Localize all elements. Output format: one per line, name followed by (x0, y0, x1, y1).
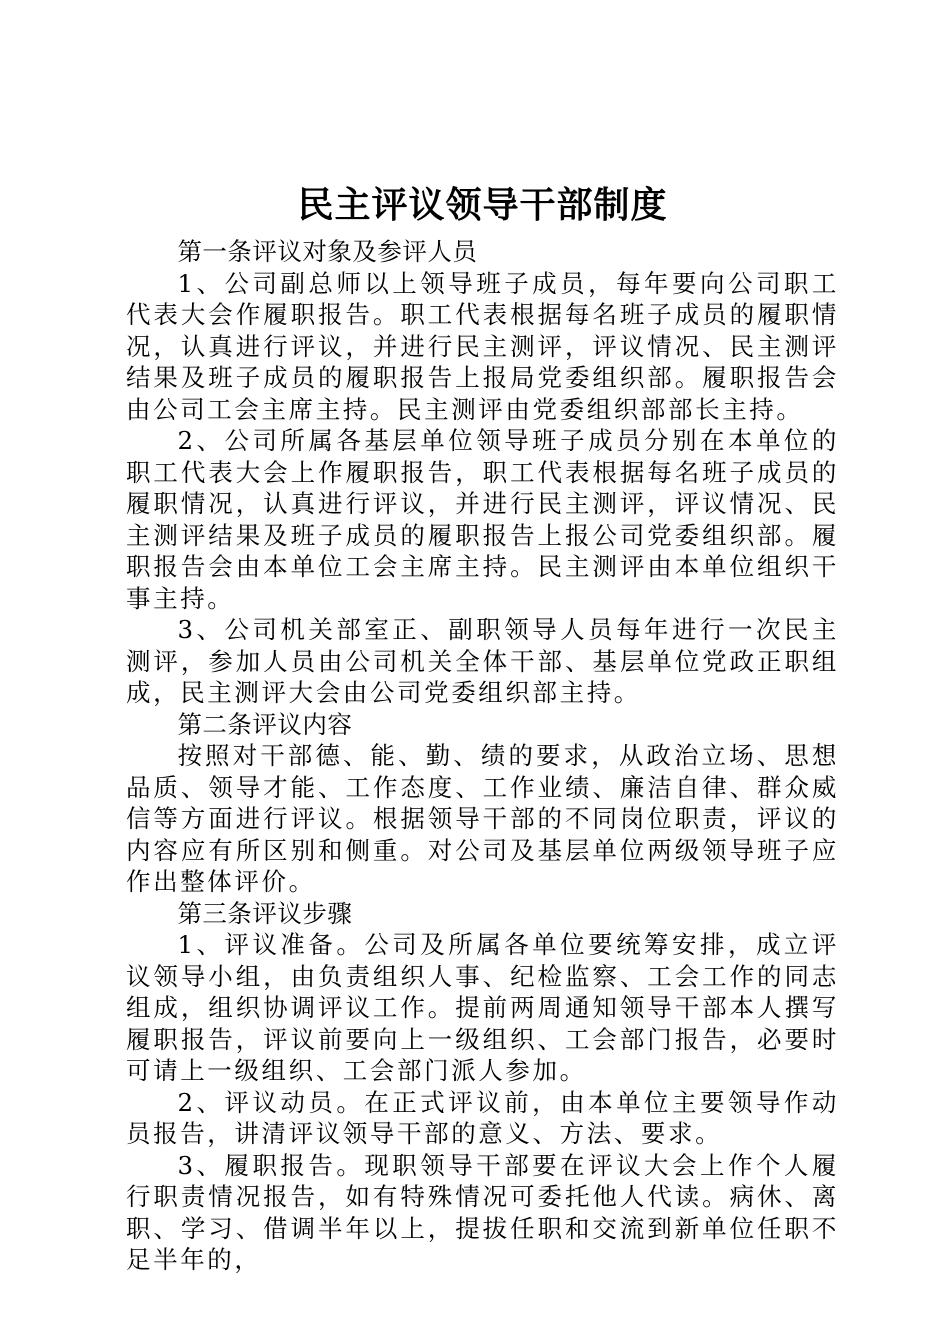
article-3-step-3: 3、履职报告。现职领导干部要在评议大会上作个人履行职责情况报告，如有特殊情况可委托他人代读。病休、离职、学习、借调半年以上，提拔任职和交流到新单位任职不足半年的， (126, 1150, 839, 1274)
document-title: 民主评议领导干部制度 (297, 185, 668, 226)
article-1-item-2: 2、公司所属各基层单位领导班子成员分别在本单位的职工代表大会上作履职报告，职工代表根据每名班子成员的履职情况，认真进行评议，并进行民主测评，评议情况、民主测评结果及班子成员的履职报告上报公司党委组织部。履职报告会由本单位工会主席主持。民主测评由本单位组织干事主持。 (126, 426, 839, 613)
article-3-step-2: 2、评议动员。在正式评议前，由本单位主要领导作动员报告，讲清评议领导干部的意义、方法、要求。 (126, 1087, 839, 1148)
article-1-item-3: 3、公司机关部室正、副职领导人员每年进行一次民主测评，参加人员由公司机关全体干部、基层单位党政正职组成，民主测评大会由公司党委组织部主持。 (126, 615, 839, 707)
article-1-heading: 第一条评议对象及参评人员 (177, 237, 478, 266)
document-page (126, 183, 839, 1276)
article-2-content: 按照对干部德、能、勤、绩的要求，从政治立场、思想品质、领导才能、工作态度、工作业绩、廉洁自律、群众威信等方面进行评议。根据领导干部的不同岗位职责，评议的内容应有所区别和侧重。对公司及基层单位两级领导班子应作出整体评价。 (126, 741, 839, 896)
article-2-heading: 第二条评议内容 (177, 709, 353, 739)
article-3-step-1: 1、评议准备。公司及所属各单位要统筹安排，成立评议领导小组，由负责组织人事、纪检监察、工会工作的同志组成，组织协调评议工作。提前两周通知领导干部本人撰写履职报告，评议前要向上一级组织、工会部门报告，必要时可请上一级组织、工会部门派人参加。 (126, 930, 839, 1085)
article-1-item-1: 1、公司副总师以上领导班子成员，每年要向公司职工代表大会作履职报告。职工代表根据每名班子成员的履职情况，认真进行评议，并进行民主测评，评议情况、民主测评结果及班子成员的履职报告上报局党委组织部。履职报告会由公司工会主席主持。民主测评由党委组织部部长主持。 (126, 268, 839, 424)
article-3-heading: 第三条评议步骤 (177, 898, 353, 928)
